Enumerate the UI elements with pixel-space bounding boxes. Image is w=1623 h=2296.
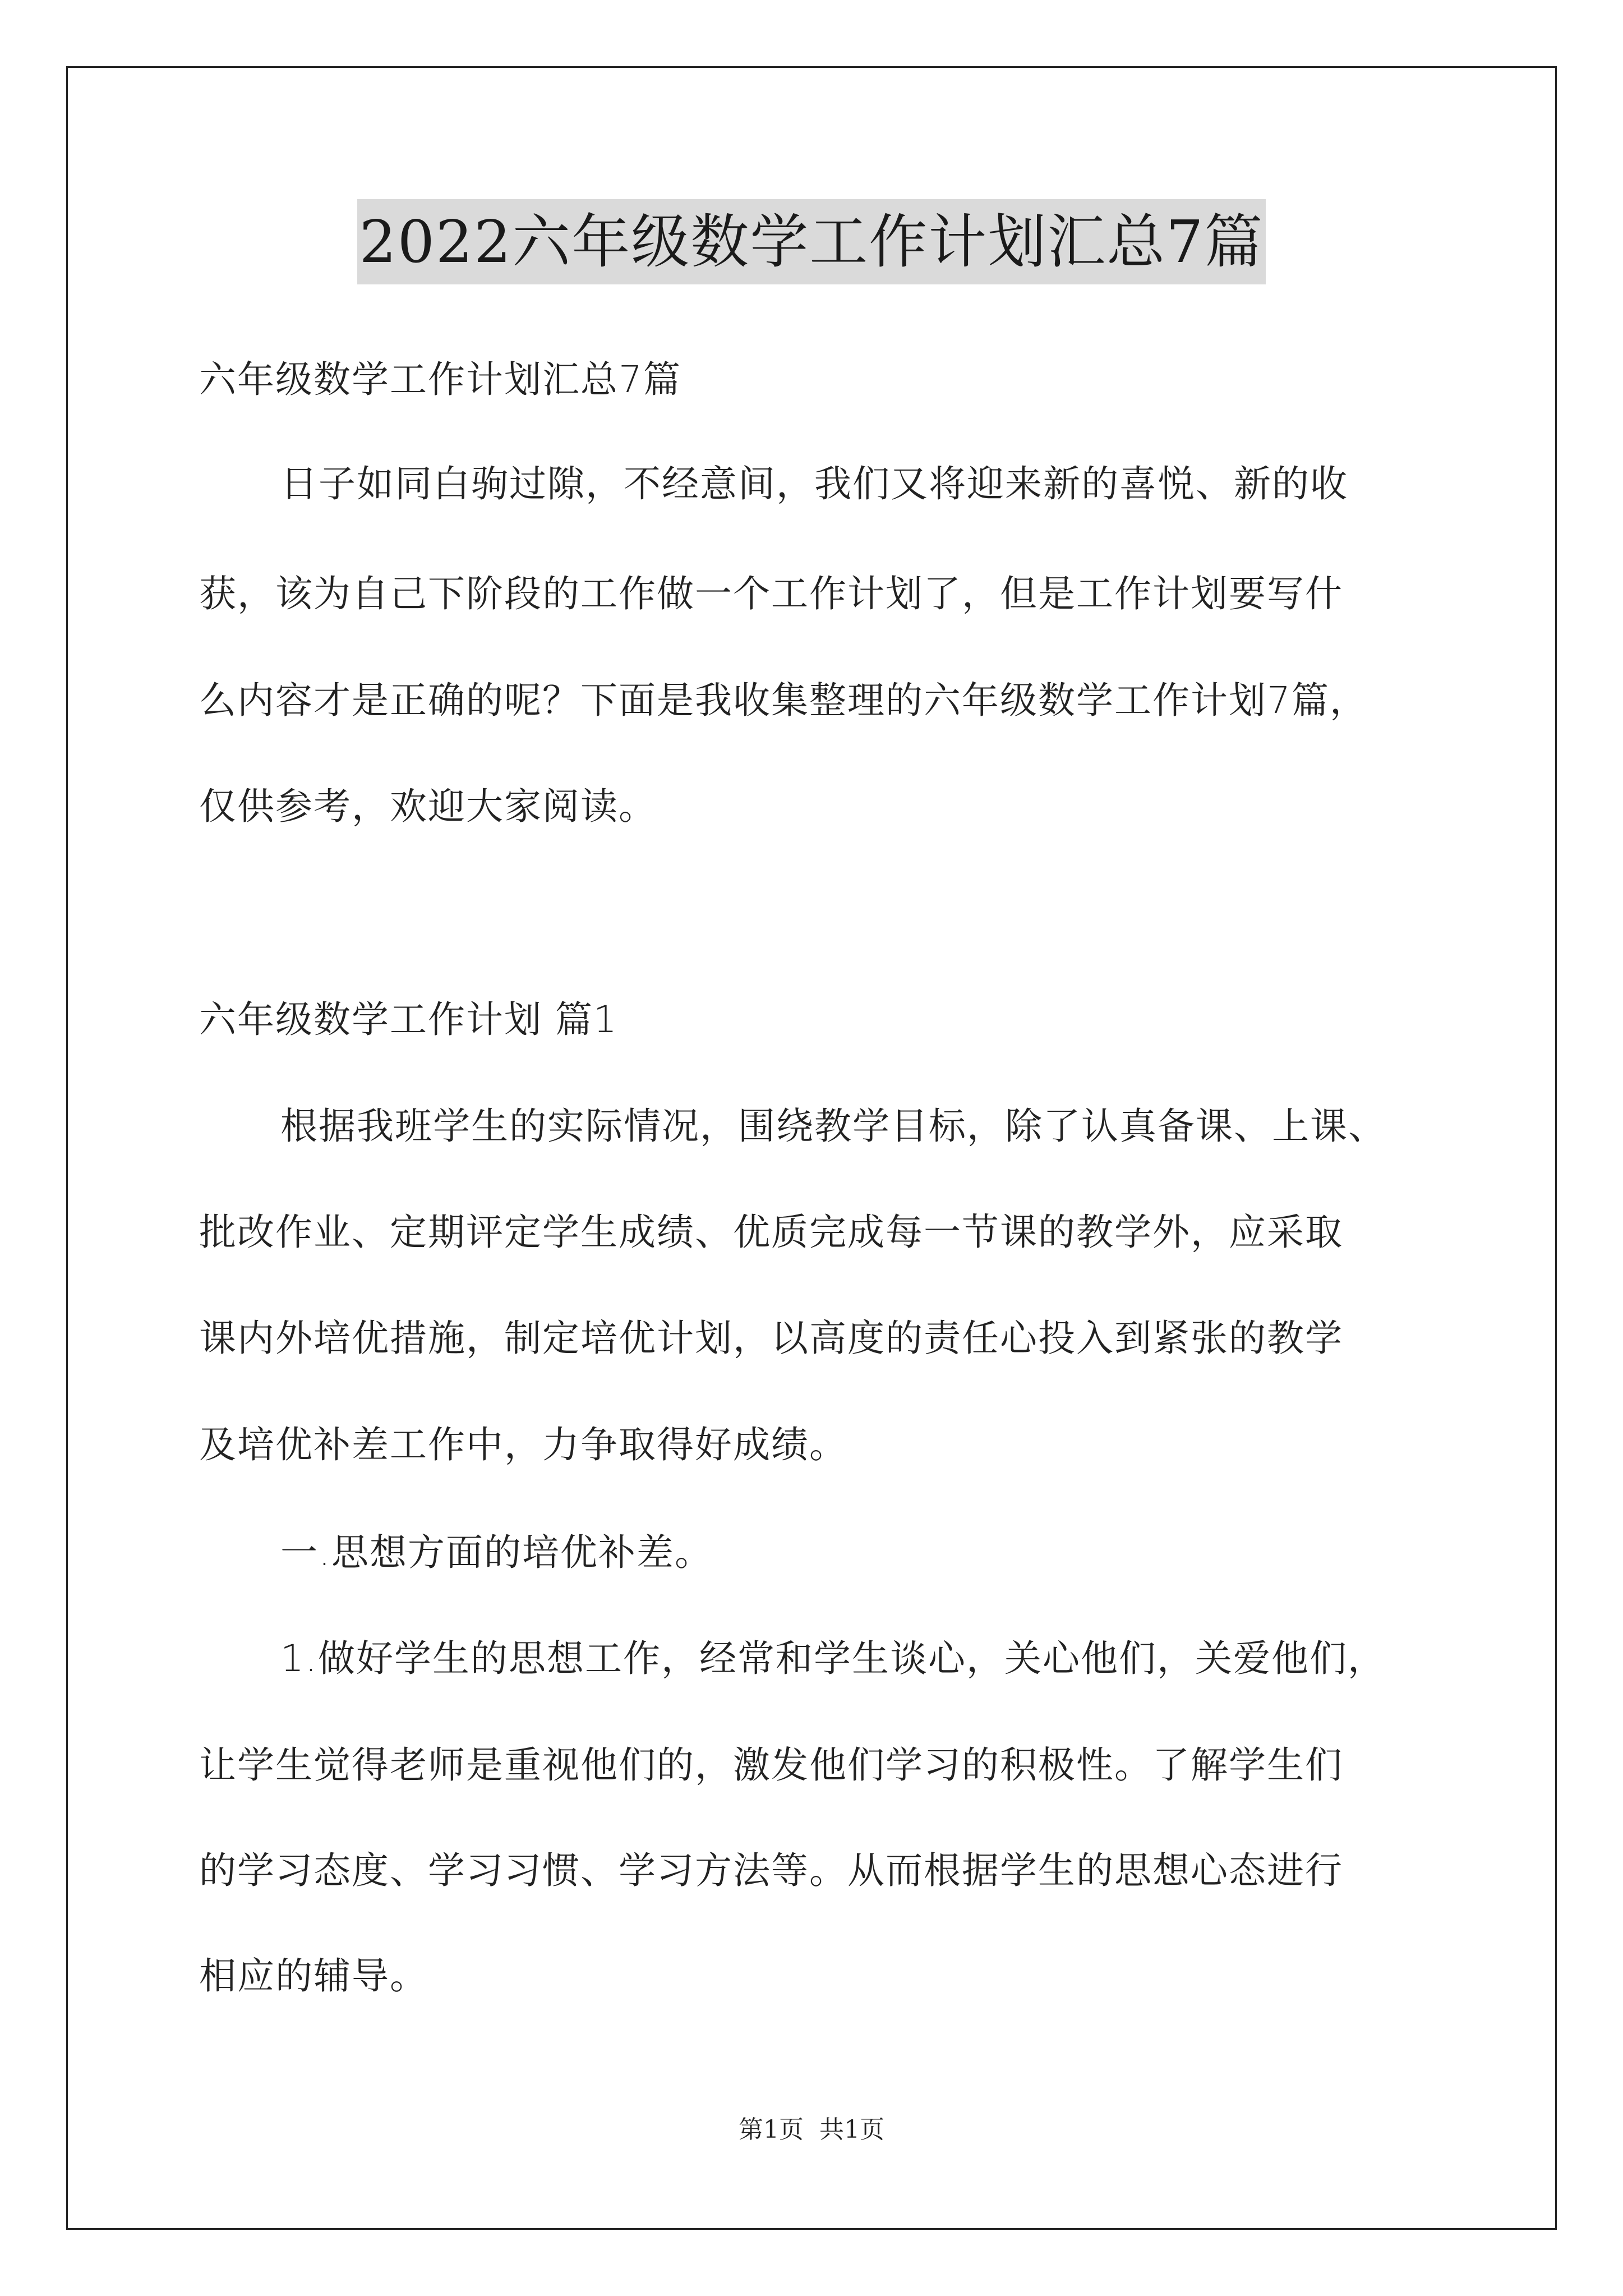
- section-line: 及培优补差工作中，力争取得好成绩。: [199, 1423, 847, 1466]
- intro-line: 日子如同白驹过隙，不经意间，我们又将迎来新的喜悦、新的收: [280, 462, 1348, 505]
- point-line: 相应的辅导。: [199, 1954, 428, 1998]
- section-line: 根据我班学生的实际情况，围绕教学目标，除了认真备课、上课、: [280, 1105, 1386, 1148]
- title-container: [0, 199, 1623, 284]
- point-line: 让学生觉得老师是重视他们的，激发他们学习的积极性。了解学生们: [199, 1743, 1343, 1787]
- section-line: 批改作业、定期评定学生成绩、优质完成每一节课的教学外，应采取: [199, 1211, 1343, 1254]
- section-line: 课内外培优措施，制定培优计划，以高度的责任心投入到紧张的教学: [199, 1317, 1343, 1360]
- page-number-total: 共1页: [819, 2115, 884, 2144]
- page-footer: [0, 2109, 1623, 2145]
- page-number-current: 第1页: [739, 2115, 804, 2144]
- point-line: 1.做好学生的思想工作，经常和学生谈心，关心他们，关爱他们，: [280, 1637, 1386, 1680]
- section-heading: 六年级数学工作计划 篇1: [199, 998, 618, 1041]
- point-line: 的学习态度、学习习惯、学习方法等。从而根据学生的思想心态进行: [199, 1849, 1343, 1892]
- intro-line: 么内容才是正确的呢？下面是我收集整理的六年级数学工作计划7篇，: [199, 679, 1368, 722]
- point-heading: 一.思想方面的培优补差。: [280, 1531, 713, 1574]
- document-subtitle: 六年级数学工作计划汇总7篇: [199, 358, 681, 401]
- intro-line: 仅供参考，欢迎大家阅读。: [199, 785, 657, 828]
- document-title: 2022六年级数学工作计划汇总7篇: [357, 199, 1266, 284]
- intro-line: 获，该为自己下阶段的工作做一个工作计划了，但是工作计划要写什: [199, 572, 1343, 615]
